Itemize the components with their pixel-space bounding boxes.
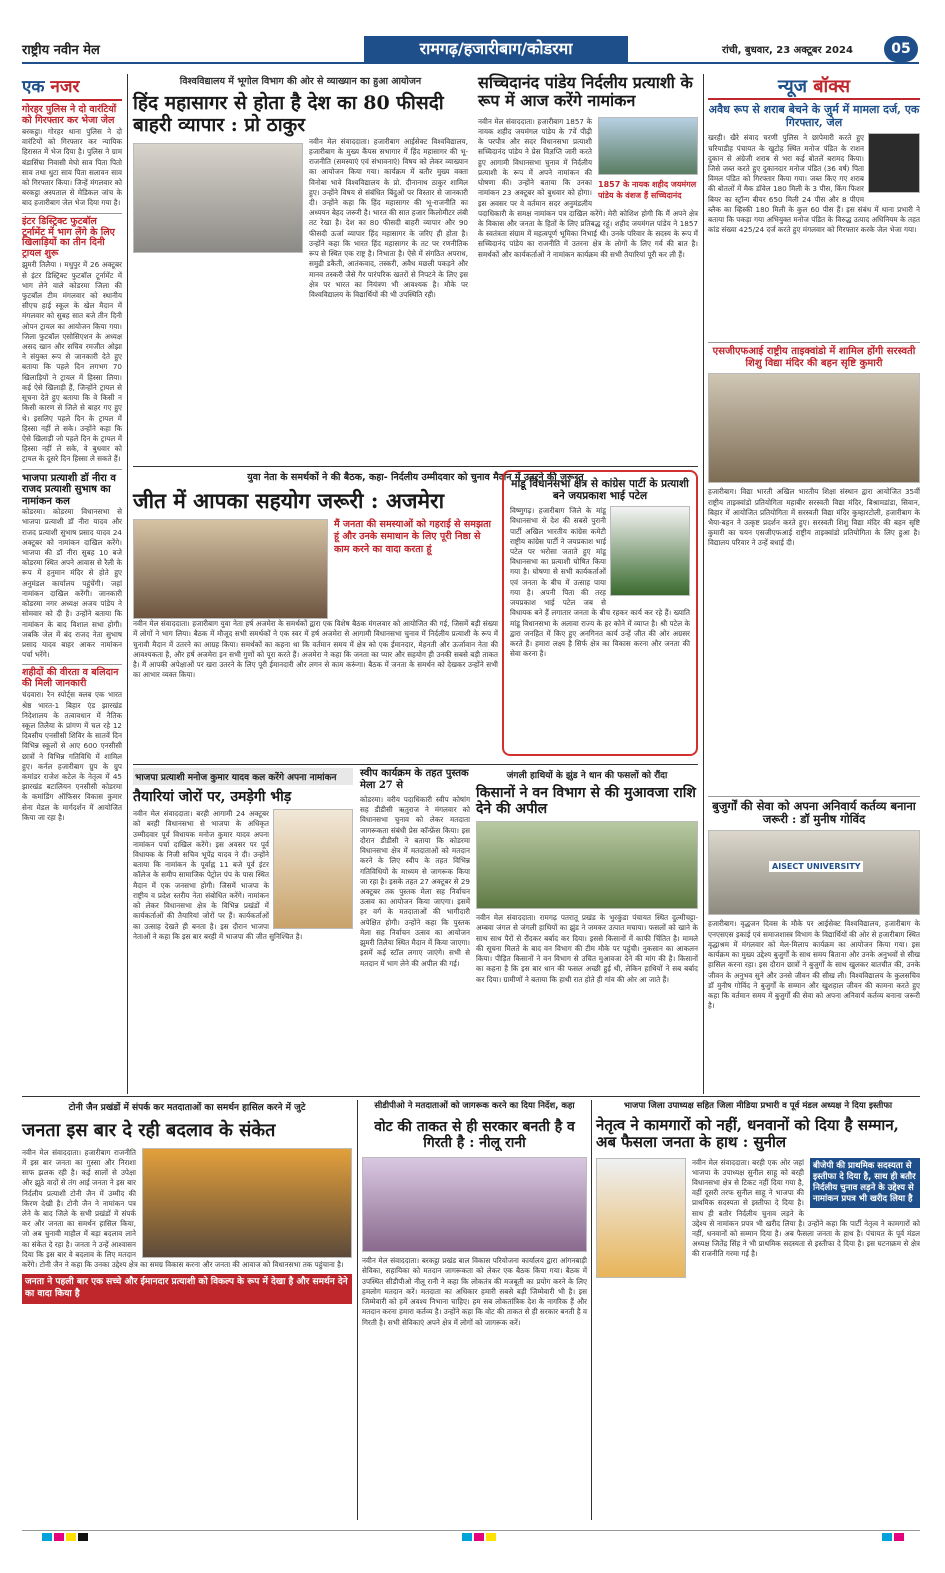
title-part-b: बॉक्स (813, 76, 851, 97)
swatch (78, 1533, 88, 1541)
news-body: हजारीबाग। विद्या भारती अखिल भारतीय शिक्षा संस्थान द्वारा आयोजित 35वीं राष्ट्रीय ताइक्वांडो प्रतियोगिता महाबीर सरस्वती विद्या मंदिर, बिश्रामडांडा, सिवान, बिहार में आयोजित प्रतियोगिता में सरस्वती विद्या मंदिर कुम्हारटोली, हजारीबाग के भैया-बहन ने उत्कृष्ट प्रदर्शन करते हुए। सरस्वती शिशु विद्या मंदिर की बहन सृष्टि कुमारी का चयन एसजीएफआई राष्ट्रीय ताइक्वांडो प्रतियोगिता के लिए हुआ है। विद्यालय परिवार ने उन्हें बधाई दी। (708, 487, 920, 548)
article-sweep-book-fair (360, 768, 470, 1094)
news-box-column (708, 74, 920, 794)
issue-date: रांची, बुधवार, 23 अक्टूबर 2024 (722, 45, 853, 56)
article-headline: वोट की ताकत से ही सरकार बनती है व गिरती है : नीलू रानी (374, 1119, 575, 1152)
brief-headline: शहीदों की वीरता व बलिदान की मिली जानकारी (22, 667, 119, 690)
article-body: नवीन मेल संवाददाता। हजारीबाग राजनीति में इस बार जनता का गुस्सा और निराशा साफ झलक रही है। कई सालों से उपेक्षा और झूठे वादों से तंग आई जनता ने इस बार निर्दलीय प्रत्याशी टोनी जैन में उम्मीद की किरण देखी है। टोनी जैन ने नामांकन पत्र लेने के बाद जिले के सभी प्रखंडों में संपर्क कर और जनता का समर्थन हासिल किया, जो अब चुनावी माहौल में बड़ा बदलाव लाने का संकेत दे रहा है। जनता ने उन्हें आश्वासन दिया कि इस बार वे बदलाव के लिए मतदान करेंगे। टोनी जैन ने कहा कि उनका उद्देश्य क्षेत्र का समग्र विकास करना और जनता की आवाज को विधानसभा तक पहुंचाना है। (22, 1147, 344, 1270)
article-body: हजारीबाग। वृद्धजन दिवस के मौके पर आईसेक्ट विश्वविद्यालय, हजारीबाग के एनएसएस इकाई एवं समाजशास्त्र विभाग के विद्यार्थियों की ओर से हजारीबाग स्थित वृद्धाश्रम में मंगलवार को मेल-मिलाप कार्यक्रम का आयोजन किया गया। इस कार्यक्रम का मुख्य उद्देश्य बुजुर्गों के साथ समय बिताना और उनके अनुभवों से सीख हासिल करना रहा। इस दौरान छात्रों ने बुजुर्गों के साथ खुलकर बातचीत की, उनके जीवन के अनुभव सुने और उनसे जीवन की सीख ली। विश्वविद्यालय के कुलसचिव डॉ मुनीष गोविंद ने बुजुर्गों के सम्मान और खुशहाल जीवन की कामना करते हुए कहा कि वर्तमान समय में बुजुर्गों की सेवा को अपना अनिवार्य कर्तव्य बनाना जरूरी है। (708, 919, 920, 1011)
column-title (22, 74, 122, 101)
paper-name: राष्ट्रीय नवीन मेल (22, 43, 100, 58)
article-body: नवीन मेल संवाददाता। बरकट्ठा प्रखंड बाल विकास परियोजना कार्यालय द्वारा आंगनबाड़ी सेविका, सहायिका को मतदान जागरूकता को लेकर एक बैठक किया गया। बैठक में उपस्थित सीडीपीओ नीलू रानी ने कहा कि लोकतंत्र की मजबूती का प्रयोग करने के लिए हमलोग मतदान करें। मतदाता का अधिकार हमारी सबसे बड़ी जिम्मेवारी भी है। इस जिम्मेवारी को हमें अवश्य निभाना चाहिए। हम सब लोकतांत्रिक देश के नागरिक हैं और मतदान करना हमारा कर्तव्य है। उन्होंने कहा कि वोट की ताकत से ही सरकार बनती है व गिरती है। सभी सेविकाएं अपने क्षेत्र में लोगों को जागरूक करें। (362, 1256, 587, 1327)
news-body: खरही। खैरे संवाद चरणी पुलिस ने छापेमारी करते हुए चरियाडीह पंचायत के खुटोह स्थित मनोज पंडित के राशन दुकान से अंग्रेजी शराब से भरा कई बोतलें बरामद किया। जिसे जब्त करते हुए दुकानदार मनोज पंडित (36 वर्ष) पिता विमल पंडित को गिरफ्तार किया गया। जब्त किए गए शराब की बोतलों में मैक डॉवेल 180 मिली के 3 पीस, किंग फिशर बियर का स्ट्रॉन्ग बीयर 650 मिली 24 पीस और 8 पीएम ब्लैक का व्हिस्की 180 मिली के कुल 60 पीस हैं। इस संबंध में थाना प्रभारी ने बताया कि पकड़ा गया अभियुक्त मनोज पंडित के विरुद्ध उत्पाद अधिनियम के तहत कांड संख्या 425/24 दर्ज करते हुए मंगलवार को गिरफ्तार करके जेल भेजा गया। (708, 133, 920, 235)
brief-body: बरकट्ठा। गोरहर थाना पुलिस ने दो वारंटियों को गिरफ्तार कर न्यायिक हिरासत में भेज दिया है। पुलिस ने ग्राम बंडासिंघा निवासी मेघो साव पिता पितो साव तथा धुटा साव पिता सलावन साव को गिरफ्तार किया। जिन्हें मंगलवार को बरकट्ठा अस्पताल से मेडिकल जांच के बाद हजारीबाग जेल भेज दिया गया है। (22, 126, 122, 208)
article-kicker: टोनी जैन प्रखंडों में संपर्क कर मतदाताओं का समर्थन हासिल करने में जुटे (68, 1103, 306, 1113)
article-headline: हिंद महासागर से होता है देश का 80 फीसदी बाहरी व्यापार : प्रो ठाकुर (133, 92, 444, 136)
title-part-b: नजर (50, 77, 80, 97)
article-body: कोडरमा। वरीय पदाधिकारी स्वीप कोषांग सह डीडीसी ऋतुराज ने मंगलवार को विधानसभा चुनाव को लेकर मतदाता जागरूकता संबंधी प्रेस कॉन्फ्रेंस किया। इस दौरान डीडीसी ने बताया कि कोडरमा विधानसभा क्षेत्र में मतदाताओं को मतदान करने के लिए स्वीप के तहत विभिन्न गतिविधियों के माध्यम से जागरूक किया जा रहा है। इसके तहत 27 अक्टूबर से 29 अक्टूबर तक पुस्तक मेला सह निर्वाचन उत्सव का आयोजन किया जाएगा। इसमें हर वर्ग के मतदाताओं की भागीदारी अपेक्षित होगी। उन्होंने कहा कि पुस्तक मेला सह निर्वाचन उत्सव का आयोजन झुमरी तिलैया स्थित मैदान में किया जाएगा। इसमें कई स्टॉल लगाए जाएंगे। सभी से मतदान में भाग लेने की अपील की गई। (360, 795, 470, 968)
article-headline: तैयारियां जोरों पर, उमड़ेगी भीड़ (133, 789, 292, 805)
article-neelu-rani (362, 1100, 587, 1520)
brief-headline: इंटर डिस्ट्रिक्ट फुटबॉल टूर्नामेंट में भाग लेंगे के लिए खिलाड़ियों का तीन दिनी ट्रायल शुरू (22, 215, 115, 260)
article-kicker: जंगली हाथियों के झुंड ने धान की फसलों को रौंदा (506, 771, 668, 781)
article-elderly-service (708, 796, 920, 1094)
article-headline: जीत में आपका सहयोग जरूरी : अजमेरा (133, 488, 445, 513)
candidate-photo (598, 117, 698, 175)
section-rule (22, 1096, 920, 1097)
page-number: 05 (884, 36, 918, 62)
article-body: नवीन मेल संवाददाता। हजारीबाग युवा नेता हर्ष अजमेरा के समर्थकों द्वारा एक विशेष बैठक मंगलवार को आयोजित की गई, जिसमें बड़ी संख्या में लोगों ने भाग लिया। बैठक में मौजूद सभी समर्थकों ने एक स्वर में हर्ष अजमेरा से आगामी विधानसभा चुनाव में निर्दलीय प्रत्याशी के रूप में चुनावी मैदान में उतरने का आग्रह किया। समर्थकों का कहना था कि वर्तमान समय में क्षेत्र को एक ईमानदार, मेहनती और ऊर्जावान नेता की आवश्यकता है, और हर्ष अजमेरा इन सभी गुणों को पूरा करते हैं। अजमेरा ने कहा कि जनता का प्यार और सहयोग ही उनकी सबसे बड़ी ताकत है। मैं आपकी अपेक्षाओं पर खरा उतरने के लिए पूरी ईमानदारी और लगन से काम करूंगा। बैठक में जनता के समर्थन को देखकर उन्होंने सभी का आभार व्यक्त किया। (133, 619, 498, 680)
article-body: नवीन मेल संवाददाता। रामगढ़ पतरातू प्रखंड के भुरकुंडा पंचायत स्थित दुल्मीचट्टा-अम्बवा जंगल से जंगली हाथियों का झुंड ने जमकर उत्पात मचाया। फसलों को खाने के साथ साथ पैरों से रौंदकर बर्बाद कर दिया। इससे किसानों में काफी चिंतित है। मामले की सूचना मिलते के बाद वन विभाग की टीम मौके पर पहुंची। नुकसान का आकलन किया। पीड़ित किसानों ने वन विभाग से उचित मुआवजा देने की मांग की है। किसानों का कहना है कि इस बार धान की फसल अच्छी हुई थी, लेकिन हाथियों ने सब बर्बाद कर दिया। ग्रामीणों ने बताया कि हाथी रात होते ही गांव की ओर आ जाते हैं। (476, 913, 698, 984)
column-divider (357, 1100, 358, 1520)
meeting-photo (362, 1157, 587, 1252)
news-headline: एसजीएफआई राष्ट्रीय ताइक्वांडो में शामिल होंगी सरस्वती शिशु विद्या मंदिर की बहन सृष्टि कुमारी (708, 342, 920, 369)
brief-item (22, 213, 122, 465)
masthead (22, 36, 919, 64)
article-sunil-resign (596, 1100, 920, 1520)
column-divider (127, 74, 128, 1094)
article-headline: बुजुर्गों की सेवा को अपना अनिवार्य कर्तव्य बनाना जरूरी : डॉ मुनीष गोविंद (712, 799, 916, 827)
article-headline: सच्चिदानंद पांडेय निर्दलीय प्रत्याशी के रूप में आज करेंगे नामांकन (478, 73, 693, 111)
photo-caption: 1857 के नायक शहीद जयमंगल पांडेय के वंशज हैं सच्चिदानंद (598, 179, 697, 200)
brief-item (22, 469, 122, 661)
sunil-photo (596, 1158, 686, 1278)
swatch (462, 1533, 472, 1541)
print-color-strip (22, 1530, 920, 1540)
swatch (474, 1533, 484, 1541)
column-divider (591, 1100, 592, 1520)
section-rule (133, 466, 698, 467)
article-kicker: भाजपा जिला उपाध्यक्ष सहित जिला मीडिया प्रभारी व पूर्व मंडल अध्यक्ष ने दिया इस्तीफा (623, 1101, 893, 1111)
supporters-photo (133, 519, 328, 619)
ek-nazar-column (22, 74, 122, 1090)
section-banner: रामगढ़/हजारीबाग/कोडरमा (364, 36, 628, 62)
title-part-a: एक (22, 77, 45, 97)
lecture-photo (133, 143, 303, 253)
article-sachchidanand (478, 74, 698, 464)
swatch (882, 1533, 892, 1541)
taekwondo-photo (708, 373, 920, 483)
swatch (54, 1533, 64, 1541)
article-body: नवीन मेल संवाददाता। बरही आगामी 24 अक्टूबर को बरही विधानसभा से भाजपा के अधिकृत उम्मीदवार पूर्व विधायक मनोज कुमार यादव अपना नामांकन पर्चा दाखिल करेंगे। इस अवसर पर पूर्व विधायक के निजी सचिव भूपेंद्र यादव ने दी। उन्होंने बताया कि नामांकन के पूर्वाह्न 11 बजे पूर्व इंटर कॉलेज के समीप सामाजिक पेट्रोल पंप के पास स्थित मैदान में एक जनसभा होगी। जिसमें भाजपा के राष्ट्रीय व प्रदेश स्तरीय नेता संबोधित करेंगे। नामांकन को लेकर विधानसभा क्षेत्र के विभिन्न प्रखंडों में कार्यकर्ताओं की तैयारियां जोरों पर हैं। कार्यकर्ताओं का उत्साह देखते ही बनता है। इस दौरान भाजपा नेताओं ने कहा कि इस बार बरही में भाजपा की जीत सुनिश्चित है। (133, 809, 303, 941)
article-headline: नेतृत्व ने कामगारों को नहीं, धनवानों को दिया है सम्मान, अब फैसला जनता के हाथ : सुनील (596, 1116, 899, 1152)
brief-body: चंदवारा। रैन स्पोर्ट्स क्लब एक भारत श्रेष्ठ भारत-1 बिहार एंड झारखंड निदेशालय के तत्वावधान में नैतिक स्कूल तिलैया के प्रांगण में चल रहे 12 दिवसीय एनसीसी शिविर के सातवें दिन विभिन्न स्कूलों से आए 600 एनसीसी छात्रों ने विभिन्न गतिविधि में शामिल हुए। कर्नल हजारीबाग ग्रुप के ग्रुप कमांडर राजेश कटेल के नेतृत्व में 45 झारखंड बटालियन एनसीसी कोडरमा के कमांडिंग ऑफिसर विकास कुमार सेना मेडल के मार्गदर्शन में आयोजित किया जा रहा है। (22, 690, 122, 822)
article-kicker: विश्वविद्यालय में भूगोल विभाग की ओर से व्याख्यान का हुआ आयोजन (179, 76, 422, 87)
elephant-herd-photo (476, 821, 698, 909)
university-event-photo (708, 830, 920, 915)
swatch (486, 1533, 496, 1541)
column-divider (703, 74, 704, 1094)
article-ajmera (133, 470, 584, 760)
title-part-a: न्यूज (777, 76, 807, 97)
brief-headline: भाजपा प्रत्याशी डॉ नीरा व राजद प्रत्याशी सुभाष का नामांकन कल (22, 472, 116, 507)
pull-quote: बीजेपी की प्राथमिक सदस्यता से इस्तीफा दे दिया है, साथ ही बतौर निर्दलीय चुनाव लड़ने के उद्देश्य से नामांकन प्रपत्र भी खरीद लिया है (810, 1158, 920, 1208)
article-manoj-yadav (133, 768, 353, 1094)
yadav-photo (273, 809, 353, 929)
article-body: विष्णुगढ़। हजारीबाग जिले के मांडू विधानसभा से देश की सबसे पुरानी पार्टी अखिल भारतीय कांग्रेस कमेटी राष्ट्रीय कांग्रेस पार्टी ने जयप्रकाश भाई पटेल पर भरोसा जताते हुए मांडू विधानसभा का प्रत्याशी घोषित किया गया है। घोषणा से सभी कार्यकर्ताओं एवं जनता के बीच में उत्साह पाया गया है। अपनी पिता की तरह जयप्रकाश भाई पटेल जब से विधायक बने हैं लगातार जनता के बीच रहकर कार्य कर रहे हैं। ख्याति मांडू विधानसभा के अलावा राज्य के हर कोने में व्याप्त है। श्री पटेल के द्वारा जनहित में किए हुए अनगिनत कार्य उन्हें जीत की ओर अग्रसर करते हैं। हमारा लक्ष्य है सिर्फ क्षेत्र का विकास करना और जनता की सेवा करना है। (510, 506, 690, 659)
brief-headline: गोरहर पुलिस ने दो वारंटियों को गिरफ्तार कर भेजा जेल (22, 104, 117, 126)
accused-photo (868, 133, 920, 193)
brief-body: कोडरमा। कोडरमा विधानसभा से भाजपा प्रत्याशी डॉ नीरा यादव और राजद प्रत्याशी सुभाष प्रसाद यादव 24 अक्टूबर को नामांकन दाखिल करेंगे। भाजपा की डॉ नीरा सुबह 10 बजे कोडरमा स्थित अपने आवास से रैली के रूप में हनुमान मंदिर से होते हुए अनुमंडल कार्यालय पहुंचेंगी। जहां नामांकन दाखिल करेंगी। जानकारी कोडरमा नगर अध्यक्ष अजय पांडेय ने सोमवार को दी है। उन्होंने बताया कि नामांकन के बाद विशाल सभा होगी। जबकि जेल में बंद राजद नेता सुभाष प्रसाद यादव बाहर आकर नामांकन पर्चा भरेंगे। (22, 507, 122, 660)
section-rule (133, 764, 698, 765)
banner-text: AISECT UNIVERSITY (769, 861, 863, 872)
campaign-photo (142, 1148, 352, 1258)
photo-caption: जनता ने पहली बार एक सच्चे और ईमानदार प्रत्याशी को विकल्प के रूप में देखा है और समर्थन देने का वादा किया है (22, 1274, 352, 1303)
patel-photo (610, 506, 690, 596)
brief-item (22, 105, 122, 209)
swatch (42, 1533, 52, 1541)
swatch (894, 1533, 904, 1541)
article-kicker: युवा नेता के समर्थकों ने की बैठक, कहा- निर्दलीय उम्मीदवार को चुनाव मैदान में उतरने की जरूरत (247, 472, 584, 483)
article-geography-lecture (133, 74, 468, 464)
pull-quote: मैं जनता की समस्याओं को गहराई से समझता हूं और उनके समाधान के लिए पूरी निष्ठा से काम करने का वादा करता हूं (334, 519, 492, 555)
news-headline: अवैध रूप से शराब बेचने के जुर्म में मामला दर्ज, एक गिरफ्तार, जेल (708, 103, 920, 129)
article-body: नवीन मेल संवाददाता। हजारीबाग 1857 के नायक शहीद जयमंगल पांडेय के 7वें पीढ़ी के परपौत्र और सदर विधानसभा प्रत्याशी सच्चिदानंद पांडेय ने प्रेस विज्ञप्ति जारी करते हुए आगामी विधानसभा चुनाव में निर्दलीय प्रत्याशी के रूप में अपने नामांकन की घोषणा की। उन्होंने बताया कि उनका नामांकन 23 अक्टूबर को बुधवार को होगा। इस अवसर पर वे वर्तमान सदर अनुमंडलीय पदाधिकारी के समक्ष नामांकन पत्र दाखिल करेंगे। मेरी कोशिश होगी कि मैं अपने क्षेत्र के विकास और जनता के हितों के लिए प्रतिबद्ध रहूं। शहीद जयमंगल पांडेय ने 1857 के स्वतंत्रता संग्राम में महत्वपूर्ण भूमिका निभाई थी। उनके परिवार के सदस्य के रूप में सच्चिदानंद पांडेय का राजनीति में उतरना क्षेत्र के लोगों के लिए गर्व की बात है। समर्थकों और कार्यकर्ताओं ने नामांकन कार्यक्रम की सभी तैयारियां पूरी कर ली हैं। (478, 116, 698, 259)
news-box-title (708, 74, 920, 100)
brief-body: झुमरी तिलैया । मधुपुर में 26 अक्टूबर से इंटर डिस्ट्रिक्ट फुटबॉल टूर्नामेंट में भाग लेने वाले कोडरमा जिला की फुटबॉल टीम मंगलवार को स्थानीय सीएच हाई स्कूल के खेल मैदान में मंगलवार को सुबह सात बजे तीन दिनी ओपन ट्रायल का आयोजन किया गया। जिला फुटबॉल एसोसिएशन के अध्यक्ष असद खान और सचिव रमजीत ओझा ने संयुक्त रूप से जानकारी देते हुए बताया कि पहले दिन लगभग 70 खिलाड़ियों ने ट्रायल में हिस्सा लिया। कई ऐसे खिलाड़ी हैं, जिन्होंने ट्रायल से सूचना देते हुए बताया कि वे किसी न किसी कारण से जिले से बाहर गए हुए थे। इसलिए पहले दिन के ट्रायल में हिस्सा नहीं ले सके। उन्होंने कहा कि ऐसे खिलाड़ी जो पहले दिन के ट्रायल में हिस्सा नहीं ले सके, वे बुधवार को ट्रायल के दूसरे दिन हिस्सा ले सकते हैं। (22, 260, 122, 464)
article-tony-jain (22, 1100, 352, 1520)
article-mandu-congress (502, 470, 698, 756)
article-kicker: सीडीपीओ ने मतदाताओं को जागरूक करने का दिया निर्देश, कहा (374, 1101, 575, 1111)
swatch (66, 1533, 76, 1541)
article-body: नवीन मेल संवाददाता। बरही एक ओर जहां भाजपा के उपाध्यक्ष सुनील साहू को बरही विधानसभा क्षेत्र से टिकट नहीं दिया गया है, वहीं दूसरी तरफ सुनील साहू ने भाजपा की प्राथमिक सदस्यता से इस्तीफा दे दिया है। साथ ही बतौर निर्दलीय चुनाव लड़ने के उद्देश्य से नामांकन प्रपत्र भी खरीद लिया है। उन्होंने कहा कि पार्टी नेतृत्व ने कामगारों को नहीं, धनवानों को सम्मान दिया है। अब फैसला जनता के हाथ है। पंचायत के पूर्व मंडल अध्यक्ष जितेंद्र सिंह ने भी प्राथमिक सदस्यता से इस्तीफा दे दिया है। इस घटनाक्रम से क्षेत्र की राजनीति गरमा गई है। (692, 1157, 920, 1259)
article-body: नवीन मेल संवाददाता। हजारीबाग आईसेक्ट विश्वविद्यालय, हजारीबाग के मुख्य कैंपस सभागार में हिंद महासागर की भू-राजनीति (समस्याएं एवं संभावनाएं) विषय को लेकर व्याख्यान का आयोजन किया गया। कार्यक्रम में बतौर मुख्य वक्ता विनोबा भावे विश्वविद्यालय के प्रो. दीनानाथ ठाकुर शामिल हुए। उन्होंने विषय से संबंधित बिंदुओं पर विस्तार से जानकारी दी। उन्होंने कहा कि हिंद महासागर की भू-राजनीति का अध्ययन बेहद जरूरी है। भारत की सात हजार किलोमीटर लंबी तट रेखा है। देश का 80 फीसदी बाहरी व्यापार और 90 फीसदी ऊर्जा व्यापार हिंद महासागर के जरिए ही होता है। उन्होंने कहा कि भारत हिंद महासागर के तट पर रणनीतिक रूप से स्थित एक राष्ट्र है। निभाता है। ऐसे में संगठित अपराध, समुद्री डकैती, आतंकवाद, तस्करी, अवैध मछली पकड़ने और मानव तस्करी जैसे गैर पारंपरिक खतरों से निपटने के लिए इस क्षेत्र पर भारत का नियंत्रण भी आवश्यक है। मौके पर विश्वविद्यालय के विद्यार्थियों की भी उपस्थिति रही। (309, 136, 468, 299)
article-headline: मांडू विधानसभा क्षेत्र से कांग्रेस पार्टी के प्रत्याशी बने जयप्रकाश भाई पटेल (511, 478, 689, 503)
article-kicker: भाजपा प्रत्याशी मनोज कुमार यादव कल करेंगे अपना नामांकन (133, 768, 353, 785)
brief-item (22, 664, 122, 823)
article-headline: किसानों ने वन विभाग से की मुआवजा राशि देने की अपील (476, 785, 696, 818)
article-headline: जनता इस बार दे रही बदलाव के संकेत (22, 1120, 276, 1141)
article-elephants (476, 768, 698, 1094)
article-headline: स्वीप कार्यक्रम के तहत पुस्तक मेला 27 से (360, 768, 469, 791)
